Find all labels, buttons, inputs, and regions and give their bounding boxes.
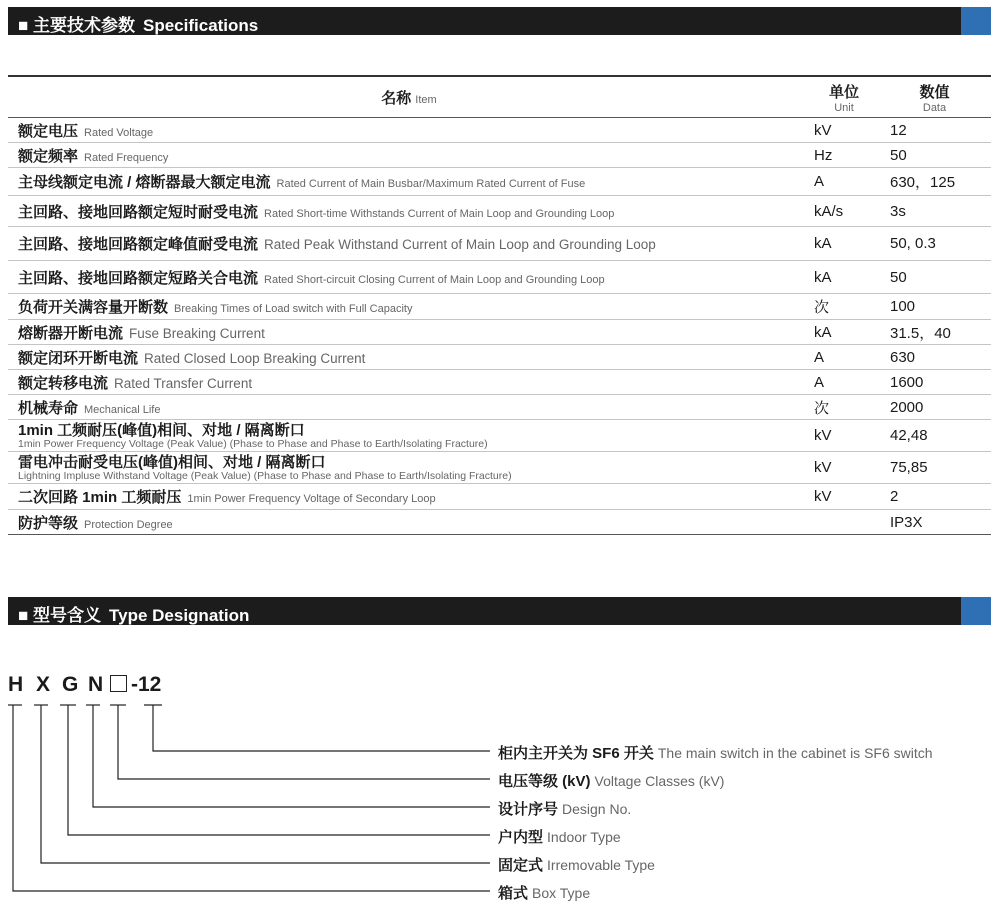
row-name-zh: 1min 工频耐压(峰值)相间、对地 / 隔离断口 <box>18 421 305 439</box>
row-data: 42,48 <box>878 420 991 452</box>
row-data: 2 <box>878 484 991 510</box>
row-name-zh: 额定闭环开断电流 <box>18 349 139 367</box>
legend-en: Voltage Classes (kV) <box>594 773 725 789</box>
row-name-zh: 主母线额定电流 / 熔断器最大额定电流 <box>18 174 271 191</box>
row-unit: kA <box>810 261 878 294</box>
model-char-h: H <box>8 673 24 696</box>
row-unit: A <box>810 370 878 395</box>
legend-item <box>498 826 621 847</box>
row-unit: kA/s <box>810 196 878 227</box>
row-name-en: Rated Closed Loop Breaking Current <box>144 350 366 366</box>
row-name-en: Rated Frequency <box>84 151 169 164</box>
row-name-en: Mechanical Life <box>84 403 161 416</box>
row-name-zh: 防护等级 <box>18 514 79 532</box>
row-unit: kV <box>810 452 878 484</box>
row-data: IP3X <box>878 510 991 535</box>
row-data: 75,85 <box>878 452 991 484</box>
row-data: 50 <box>878 143 991 168</box>
legend-en: The main switch in the cabinet is SF6 switch <box>657 745 933 761</box>
row-data: 31.5，40 <box>878 320 991 345</box>
row-name-en: Rated Peak Withstand Current of Main Loop and Grounding Loop <box>264 237 656 252</box>
header-item-zh: 名称 <box>381 89 412 107</box>
row-unit: kA <box>810 320 878 345</box>
legend-zh: 设计序号 <box>498 801 559 818</box>
model-suffix: -12 <box>131 673 162 696</box>
row-name-en: Rated Transfer Current <box>114 375 253 391</box>
legend-zh: 箱式 <box>498 885 529 902</box>
legend-item <box>498 798 631 819</box>
row-data: 630 <box>878 345 991 370</box>
row-name-zh: 二次回路 1min 工频耐压 <box>18 489 182 506</box>
legend-item <box>498 770 724 791</box>
row-name-zh: 额定频率 <box>18 147 79 165</box>
row-name-en: Rated Voltage <box>84 126 154 139</box>
row-name-zh: 主回路、接地回路额定峰值耐受电流 <box>18 236 259 253</box>
row-name-en: Lightning Impluse Withstand Voltage (Peak Value) (Phase to Phase and Phase to Earth/Isolating Fracture) <box>18 469 512 482</box>
row-name-en: Fuse Breaking Current <box>129 325 265 341</box>
legend-zh: 电压等级 (kV) <box>498 773 591 790</box>
row-name-zh: 额定电压 <box>18 122 79 140</box>
row-data: 100 <box>878 294 991 320</box>
row-name-en: 1min Power Frequency Voltage (Peak Value) (Phase to Phase and Phase to Earth/Isolating Fracture) <box>18 437 488 450</box>
row-name-en: Rated Short-time Withstands Current of Main Loop and Grounding Loop <box>264 207 615 220</box>
header-data-zh: 数值 <box>919 83 950 101</box>
model-char-n: N <box>88 673 104 696</box>
row-name-en: Protection Degree <box>84 518 173 531</box>
row-data: 50, 0.3 <box>878 227 991 261</box>
row-data: 3s <box>878 196 991 227</box>
row-unit: 次 <box>810 395 878 420</box>
legend-zh: 固定式 <box>498 857 544 874</box>
row-name-zh: 额定转移电流 <box>18 374 109 392</box>
legend-en: Irremovable Type <box>547 857 655 873</box>
model-char-g: G <box>62 673 79 696</box>
row-unit: A <box>810 168 878 196</box>
row-name-en: Rated Current of Main Busbar/Maximum Rated Current of Fuse <box>276 178 586 190</box>
row-unit: kV <box>810 420 878 452</box>
header-unit-en: Unit <box>834 101 854 114</box>
row-name-en: 1min Power Frequency Voltage of Secondary Loop <box>187 493 436 505</box>
legend-en: Design No. <box>562 801 632 817</box>
legend-zh: 柜内主开关为 SF6 开关 <box>498 745 654 762</box>
row-name-zh: 雷电冲击耐受电压(峰值)相间、对地 / 隔离断口 <box>18 453 326 471</box>
row-data: 630，125 <box>878 168 991 196</box>
specifications-title-en: Specifications <box>143 16 259 35</box>
row-name-en: Breaking Times of Load switch with Full Capacity <box>174 303 413 315</box>
header-data-en: Data <box>922 101 947 114</box>
row-name-zh: 机械寿命 <box>18 399 79 417</box>
row-name-zh: 主回路、接地回路额定短路关合电流 <box>18 269 259 287</box>
row-unit: Hz <box>810 143 878 168</box>
type-designation-title-en: Type Designation <box>109 606 250 625</box>
legend-item <box>498 854 655 875</box>
row-name-en: Rated Short-circuit Closing Current of Main Loop and Grounding Loop <box>264 273 605 286</box>
legend-item <box>498 882 590 903</box>
row-data: 50 <box>878 261 991 294</box>
model-char-x: X <box>36 673 51 696</box>
legend-item <box>498 742 933 763</box>
type-designation-title-zh: ■ 型号含义 <box>18 606 101 625</box>
row-data: 12 <box>878 118 991 143</box>
header-unit-zh: 单位 <box>828 83 859 101</box>
row-unit: kV <box>810 484 878 510</box>
row-unit: 次 <box>810 294 878 320</box>
legend-en: Indoor Type <box>547 829 621 845</box>
legend-en: Box Type <box>532 885 591 901</box>
row-data: 2000 <box>878 395 991 420</box>
row-data: 1600 <box>878 370 991 395</box>
row-name-zh: 主回路、接地回路额定短时耐受电流 <box>18 203 259 221</box>
header-item-en: Item <box>415 93 437 106</box>
row-unit: A <box>810 345 878 370</box>
specifications-title-zh: ■ 主要技术参数 <box>18 16 135 35</box>
row-unit: kA <box>810 227 878 261</box>
legend-zh: 户内型 <box>498 829 544 846</box>
row-name-zh: 熔断器开断电流 <box>18 324 124 342</box>
row-unit: kV <box>810 118 878 143</box>
row-name-zh: 负荷开关满容量开断数 <box>18 299 169 316</box>
